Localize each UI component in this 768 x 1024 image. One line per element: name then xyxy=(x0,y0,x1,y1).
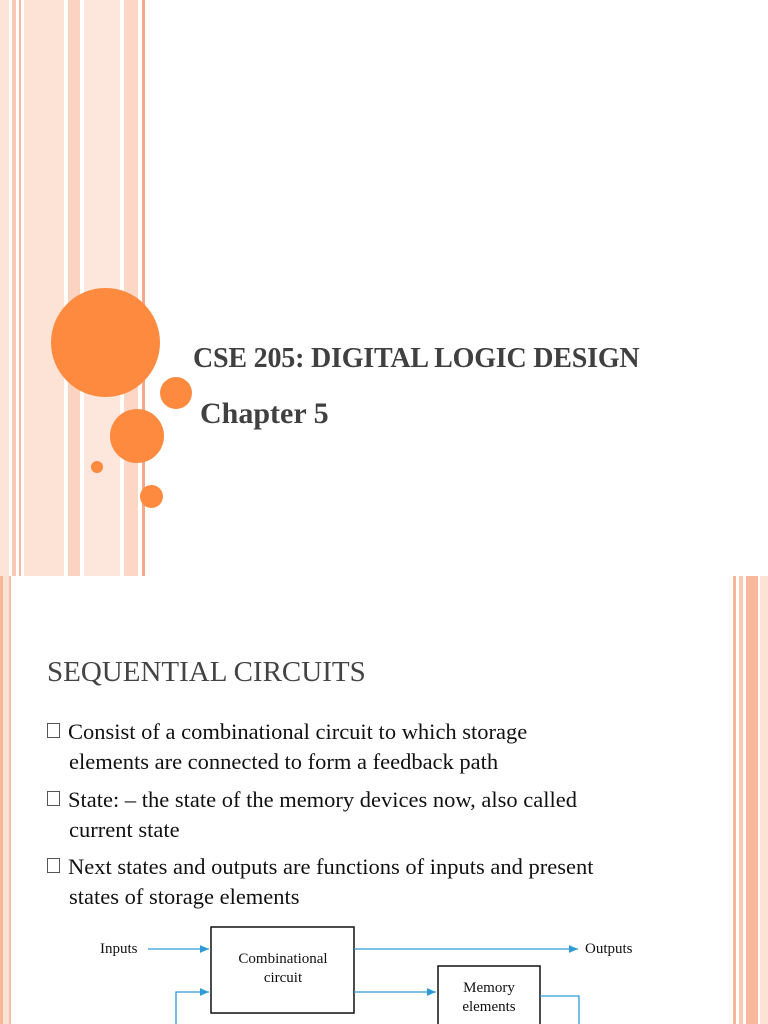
combinational-label: Combinational xyxy=(238,951,328,967)
slide-heading: SEQUENTIAL CIRCUITS xyxy=(47,656,366,688)
feedback-arrow xyxy=(176,992,209,1024)
bullet-text-line: states of storage elements xyxy=(69,884,300,909)
bullet-text-line: current state xyxy=(69,817,180,842)
inputs-label: Inputs xyxy=(100,941,138,957)
feedback-line xyxy=(540,996,579,1024)
combinational-label: circuit xyxy=(263,970,303,986)
bullet-text-line: Next states and outputs are functions of inputs and present xyxy=(68,854,594,879)
bullet-text-line: Consist of a combinational circuit to which storage xyxy=(68,719,528,744)
memory-label: Memory xyxy=(463,980,515,996)
memory-label: elements xyxy=(462,999,516,1015)
bullet-text-line: elements are connected to form a feedback path xyxy=(69,749,499,774)
slide-title: CSE 205: DIGITAL LOGIC DESIGN xyxy=(193,343,640,374)
bullet-text-line: State: – the state of the memory devices now, also called xyxy=(68,787,578,812)
outputs-label: Outputs xyxy=(585,941,633,957)
slide-subtitle: Chapter 5 xyxy=(200,397,329,430)
